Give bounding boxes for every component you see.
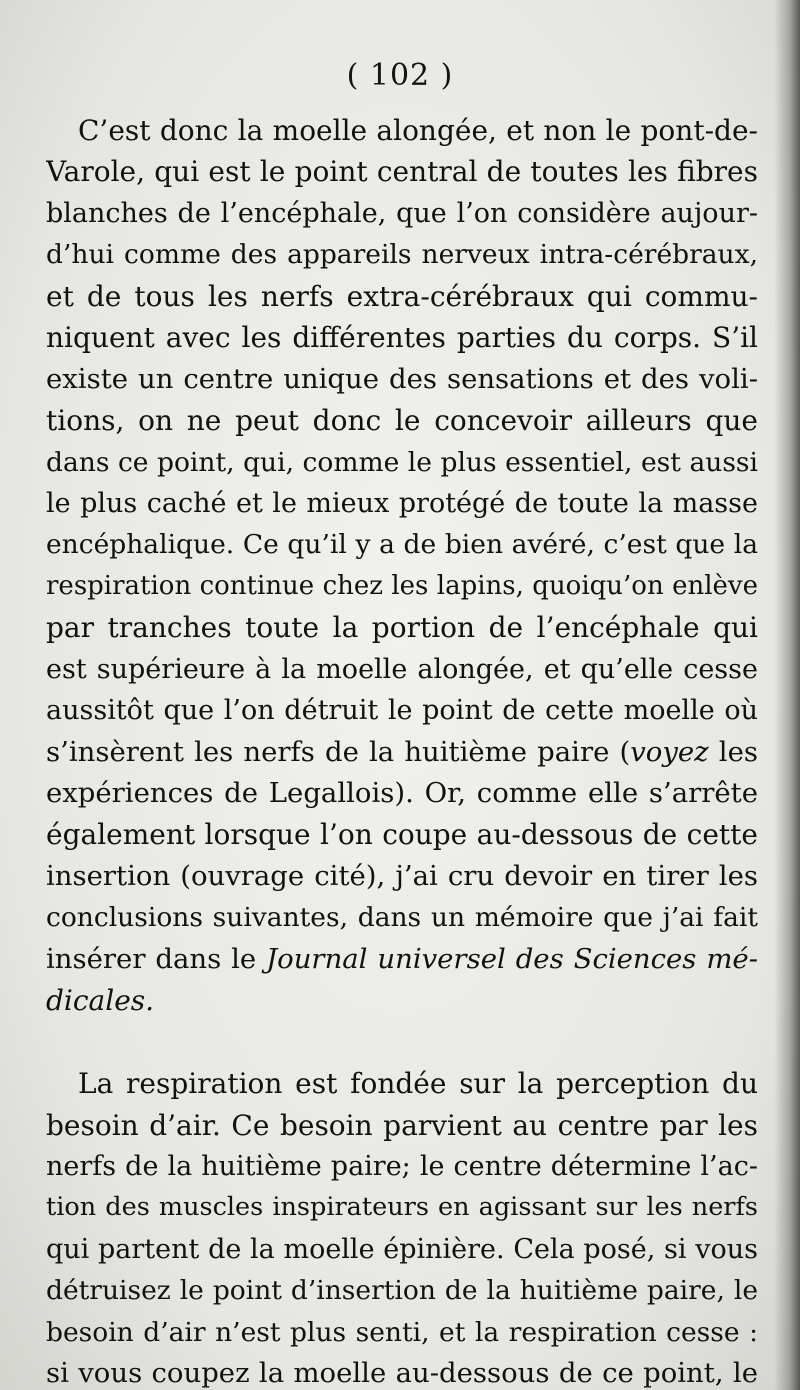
text-segment: les — [708, 735, 758, 768]
text-line: détruisez le point d’insertion de la huitième paire, le — [46, 1275, 758, 1307]
text-line: aussitôt que l’on détruit le point de cette moelle où — [46, 695, 758, 727]
text-line: et de tous les nerfs extra-cérébraux qui commu- — [46, 279, 758, 313]
text-line: insertion (ouvrage cité), j’ai cru devoir en tirer les — [46, 859, 758, 892]
text-line: encéphalique. Ce qu’il y a de bien avéré, c’est que la — [46, 529, 758, 561]
text-line: existe un centre unique des sensations et des voli- — [46, 362, 758, 395]
text-line — [46, 939, 758, 980]
text-line: dans ce point, qui, comme le plus essentiel, est aussi — [46, 446, 758, 478]
text-line: La respiration est fondée sur la perception du — [78, 1067, 758, 1101]
text-line: tions, on ne peut donc le concevoir ailleurs que — [46, 404, 758, 438]
text-line: C’est donc la moelle alongée, et non le pont-de- — [78, 114, 758, 147]
page-edge-shadow — [774, 0, 800, 1390]
italic-segment: voyez — [630, 735, 709, 768]
text-line — [46, 980, 758, 1021]
text-line: besoin d’air. Ce besoin parvient au centre par les — [46, 1108, 758, 1142]
text-segment: s’insèrent les nerfs de la huitième paire ( — [46, 735, 631, 768]
journal-title: Journal universel des Sciences mé- — [266, 942, 758, 975]
text-line: le plus caché et le mieux protégé de toute la masse — [46, 487, 758, 519]
text-line: respiration continue chez les lapins, quoiqu’on enlève — [46, 570, 758, 601]
text-line: par tranches toute la portion de l’encéphale qui — [46, 611, 758, 645]
text-line: niquent avec les différentes parties du corps. S’il — [46, 321, 758, 355]
text-line: tion des muscles inspirateurs en agissant sur les nerfs — [46, 1192, 758, 1223]
text-segment: insérer dans le — [46, 942, 267, 975]
text-line: conclusions suivantes, dans un mémoire que j’ai fait — [46, 902, 758, 934]
body-text — [46, 110, 758, 1390]
text-line: d’hui comme des appareils nerveux intra-cérébraux, — [46, 239, 758, 271]
text-line: également lorsque l’on coupe au-dessous de cette — [46, 818, 758, 852]
text-line: nerfs de la huitième paire; le centre détermine l’ac- — [46, 1150, 758, 1182]
journal-title-end: dicales. — [46, 984, 155, 1018]
text-line: expériences de Legallois). Or, comme elle s’arrête — [46, 777, 758, 809]
text-line: besoin d’air n’est plus senti, et la respiration cesse : — [46, 1316, 758, 1348]
text-line — [46, 732, 758, 773]
paragraph-gap — [46, 1022, 758, 1063]
text-line: qui partent de la moelle épinière. Cela posé, si vous — [46, 1233, 758, 1265]
text-line: est supérieure à la moelle alongée, et qu’elle cesse — [46, 653, 758, 685]
text-line: si vous coupez la moelle au-dessous de ce point, le — [46, 1357, 758, 1390]
text-line: Varole, qui est le point central de toutes les fibres — [46, 155, 758, 189]
page-number: ( 102 ) — [346, 58, 454, 93]
text-line: blanches de l’encéphale, que l’on considère aujour- — [46, 197, 758, 229]
